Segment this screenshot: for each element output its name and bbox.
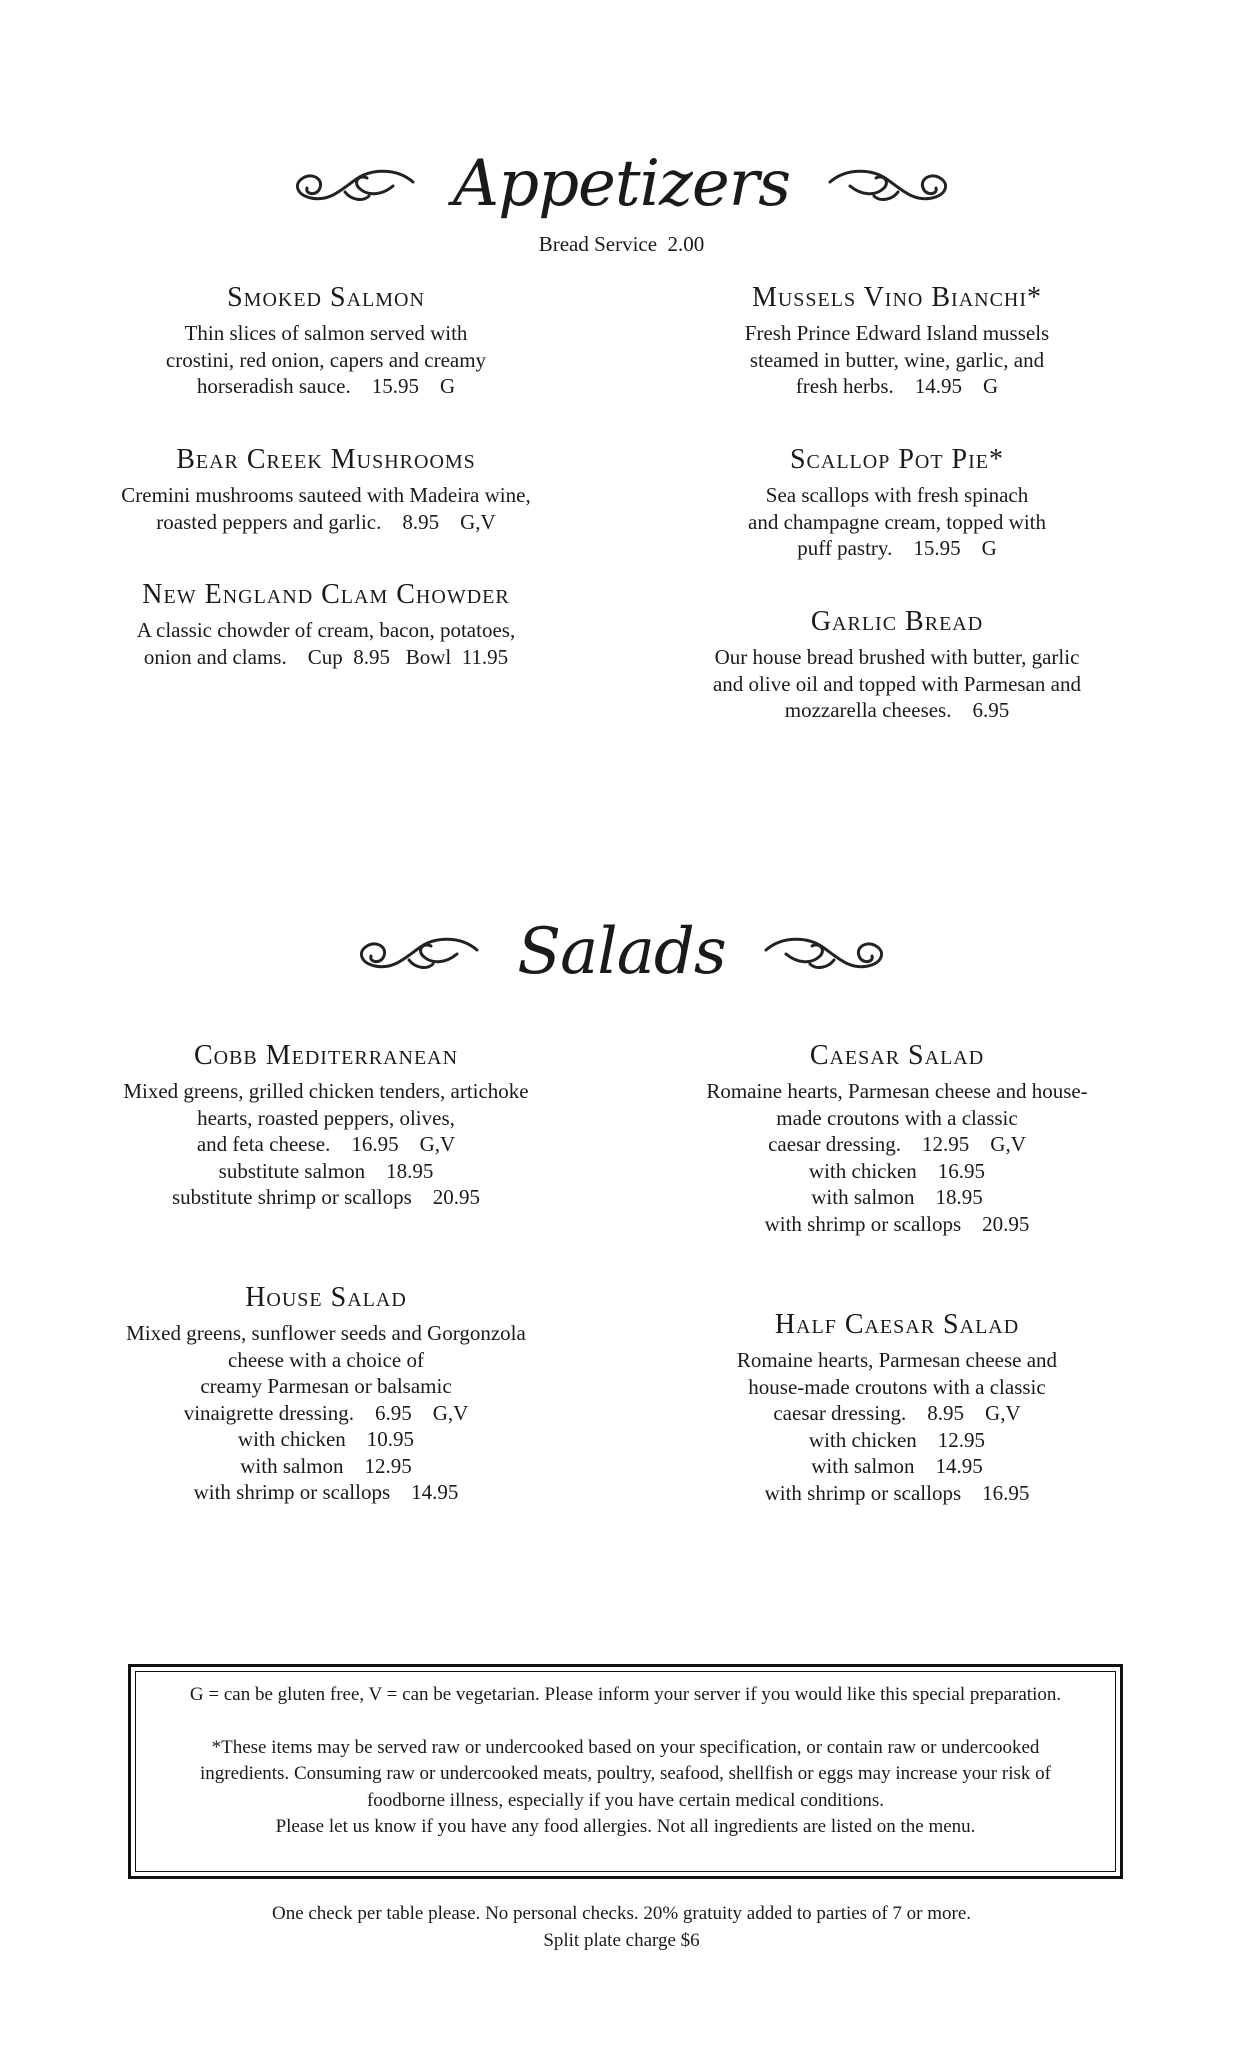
item-name: Half Caesar Salad [774,1309,1020,1340]
dietary-legend: G = can be gluten free, V = can be vegetarian. Please inform your server if you would like this special preparation. [189,1684,1062,1705]
item-description: Fresh Prince Edward Island mussels steamed in butter, wine, garlic, and fresh herbs. 14.95 G [744,321,1050,398]
item-name: Scallop Pot Pie* [789,444,1005,475]
allergy-notice: Please let us know if you have any food allergies. Not all ingredients are listed on the menu. [275,1816,976,1837]
menu-item-caesar-salad [624,1040,1170,1237]
item-name: Smoked Salmon [227,282,425,313]
item-name: New England Clam Chowder [142,579,510,610]
item-name: House Salad [245,1282,407,1313]
right-flourish-icon [762,924,894,980]
appetizers-heading [0,138,1243,230]
menu-item-cobb-mediterranean [66,1040,586,1211]
menu-item-garlic-bread [624,606,1170,724]
item-description: Our house bread brushed with butter, garlic and olive oil and topped with Parmesan and mozzarella cheeses. 6.95 [712,645,1081,722]
item-name: Caesar Salad [809,1040,985,1071]
item-description: Thin slices of salmon served with crostini, red onion, capers and creamy horseradish sauce. 15.95 G [165,321,487,398]
section-title-salads: Salads [517,915,726,989]
menu-item-smoked-salmon [66,282,586,400]
menu-item-house-salad [66,1282,586,1506]
section-title-appetizers: Appetizers [452,147,791,221]
item-name: Cobb Mediterranean [193,1040,459,1071]
menu-item-half-caesar-salad [624,1309,1170,1506]
item-description: Sea scallops with fresh spinach and champagne cream, topped with puff pastry. 15.95 G [748,483,1046,560]
raw-warning-line: foodborne illness, especially if you have certain medical conditions. [366,1789,885,1811]
item-name: Garlic Bread [810,606,984,637]
menu-item-bear-creek-mushrooms [66,444,586,535]
raw-warning-line: ingredients. Consuming raw or undercooked meats, poultry, seafood, shellfish or eggs may increase your risk of [200,1763,1051,1784]
footer [0,1901,1243,1954]
item-description: Mixed greens, sunflower seeds and Gorgonzola cheese with a choice of creamy Parmesan or balsamic vinaigrette dressing. 6.95 G,V with chicken 10.95 with salmon 12.95 with shrimp or scallops 14.95 [126,1321,526,1504]
left-flourish-icon [349,924,481,980]
split-plate-charge: Split plate charge $6 [543,1929,700,1951]
dietary-notice-box [128,1664,1123,1879]
item-description: A classic chowder of cream, bacon, potatoes, onion and clams. Cup 8.95 Bowl 11.95 [136,618,516,669]
bread-service: Bread Service 2.00 [538,232,705,256]
item-description: Romaine hearts, Parmesan cheese and house- made croutons with a classic caesar dressing. 12.95 G,V with chicken 16.95 with salmon 18.95 with shrimp or scallops 20.95 [706,1079,1088,1236]
menu-item-mussels-vino-bianchi [624,282,1170,400]
check-policy: One check per table please. No personal checks. 20% gratuity added to parties of 7 or more. [271,1903,972,1924]
raw-warning-line: *These items may be served raw or undercooked based on your specification, or contain raw or undercooked [211,1736,1040,1758]
item-description: Romaine hearts, Parmesan cheese and house-made croutons with a classic caesar dressing. 8.95 G,V with chicken 12.95 with salmon 14.95 with shrimp or scallops 16.95 [736,1348,1058,1505]
item-name: Bear Creek Mushrooms [176,444,476,475]
item-description: Mixed greens, grilled chicken tenders, artichoke hearts, roasted peppers, olives, and feta cheese. 16.95 G,V substitute salmon 18.95 substitute shrimp or scallops 20.95 [123,1079,529,1209]
left-flourish-icon [285,156,417,212]
item-description: Cremini mushrooms sauteed with Madeira wine, roasted peppers and garlic. 8.95 G,V [121,483,531,534]
item-name: Mussels Vino Bianchi* [751,282,1043,313]
dietary-notice-inner [135,1671,1116,1872]
salads-heading [0,906,1243,998]
menu-item-clam-chowder [66,579,586,670]
menu-item-scallop-pot-pie [624,444,1170,562]
right-flourish-icon [826,156,958,212]
